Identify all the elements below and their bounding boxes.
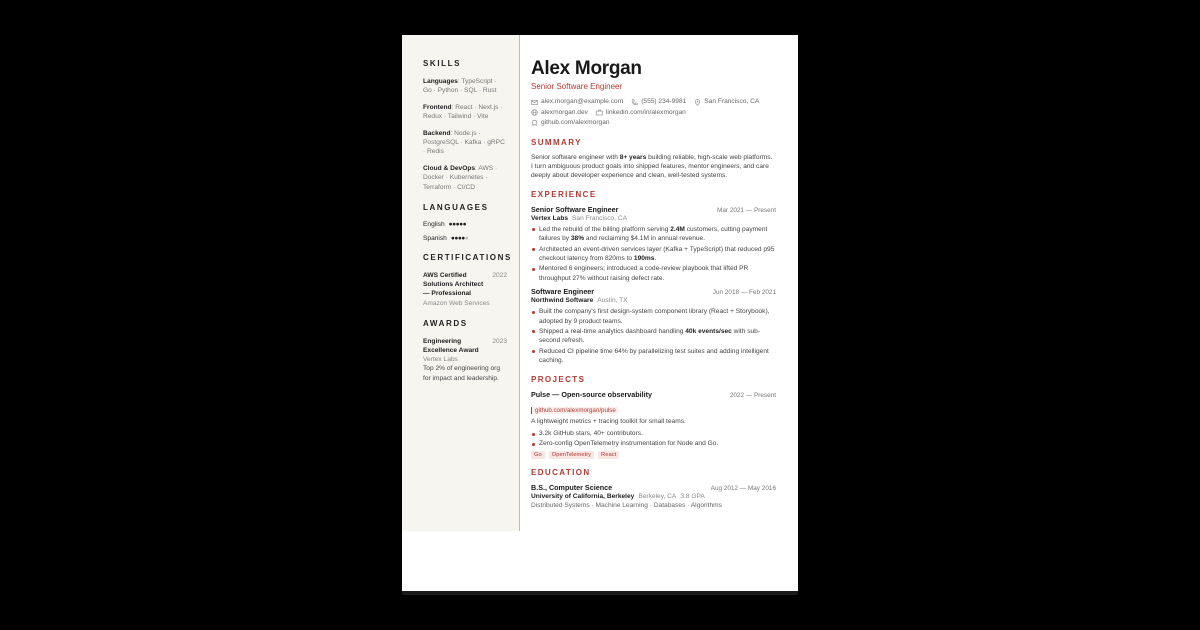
resume-main — [531, 57, 776, 509]
mail-icon — [531, 99, 538, 106]
code-repo-icon — [531, 120, 538, 127]
project-bullets — [531, 429, 776, 449]
job-date: Jun 2018 — Feb 2021 — [712, 289, 776, 297]
job-bullets — [531, 307, 776, 365]
skill-group-cloud: Cloud & DevOps: AWS · Docker · Kubernetes · Terraform · CI/CD — [423, 164, 498, 191]
tag: Go — [531, 451, 545, 459]
coursework: Distributed Systems · Machine Learning · Databases · Algorithms — [531, 501, 722, 509]
education-section — [531, 468, 776, 509]
job-title: Software Engineer — [531, 287, 595, 297]
degree: B.S., Computer Science — [531, 482, 613, 492]
contact-website[interactable]: alexmorgan.dev — [531, 108, 588, 119]
project-tags — [531, 451, 776, 459]
contact-github[interactable]: github.com/alexmorgan — [531, 118, 610, 129]
phone-icon — [631, 99, 638, 106]
contact-email[interactable]: alex.morgan@example.com — [531, 97, 623, 108]
dot-filled: ● — [448, 221, 453, 229]
list-item: Architected an event-driven services layer (Kafka + TypeScript) that reduced p95 checkout latency from 820ms to 190ms. — [531, 245, 776, 264]
list-item: Zero-config OpenTelemetry instrumentation for Node and Go. — [531, 439, 776, 448]
list-item: 3.2k GitHub stars, 40+ contributors. — [531, 429, 776, 438]
language-english: English ●●●●● — [423, 221, 467, 229]
dot-filled: ● — [462, 221, 467, 229]
list-item: Mentored 6 engineers; introduced a code-review playbook that lifted PR throughput 27% without raising defect rate. — [531, 264, 776, 283]
briefcase-icon — [596, 109, 603, 116]
dot-filled: ● — [461, 235, 465, 243]
dot-filled: ● — [454, 235, 458, 243]
contact-phone[interactable]: (555) 234-9981 — [631, 97, 686, 108]
summary-heading: SUMMARY — [531, 137, 582, 147]
dot-filled: ● — [455, 221, 460, 229]
dot-empty: ● — [464, 235, 469, 243]
project-link[interactable]: github.com/alexmorgan/pulse — [531, 407, 618, 414]
dot-filled: ● — [457, 235, 462, 243]
language-spanish: Spanish ●●●●● — [423, 235, 469, 243]
resume-page — [402, 35, 798, 595]
candidate-role: Senior Software Engineer — [531, 82, 623, 91]
awards-heading: AWARDS — [423, 318, 468, 328]
job-title: Senior Software Engineer — [531, 204, 619, 214]
candidate-name: Alex Morgan — [531, 58, 642, 79]
projects-heading: PROJECTS — [531, 374, 586, 384]
certification-item: AWS Certified Solutions Architect — Professional 2022 Amazon Web Services — [423, 272, 507, 307]
contact-linkedin[interactable]: linkedin.com/in/alexmorgan — [596, 108, 686, 119]
skills-heading: SKILLS — [423, 59, 462, 68]
summary-section — [531, 138, 776, 181]
list-item: Shipped a real-time analytics dashboard handling 40k events/sec with sub-second refresh. — [531, 327, 776, 346]
list-item: Built the company's first design-system component library (React + Storybook), adopted by 9 product teams. — [531, 307, 776, 326]
proficiency-dots — [451, 235, 468, 242]
job-bullets — [531, 225, 776, 283]
dot-filled: ● — [452, 221, 456, 229]
page-footer-strip — [402, 591, 798, 595]
job-date: Mar 2021 — Present — [717, 206, 776, 214]
job-entry — [531, 205, 776, 283]
summary-text: Senior software engineer with 8+ years building reliable, high-scale web platforms. I turn ambiguous product goals into shipped features, mentor engineers, and care deeply about developer experience and clean, well-tested systems. — [531, 153, 773, 180]
project-name: Pulse — Open-source observability — [531, 389, 653, 399]
award-item: Engineering Excellence Award 2023 Vertex Labs Top 2% of engineering org for impact and leadership. — [423, 337, 507, 382]
experience-section — [531, 190, 776, 366]
dot-filled: ● — [450, 235, 455, 243]
certifications-heading: CERTIFICATIONS — [423, 253, 512, 263]
job-company: Vertex Labs San Francisco, CA — [531, 214, 627, 222]
languages-heading: LANGUAGES — [423, 203, 489, 213]
skill-group-backend: Backend: Node.js · PostgreSQL · Kafka · gRPC · Redis — [423, 129, 505, 156]
job-company: Northwind Software Austin, TX — [531, 297, 628, 305]
dot-filled: ● — [459, 221, 463, 229]
skill-group-frontend: Frontend: React · Next.js · Redux · Tailwind · Vite — [423, 103, 503, 121]
experience-heading: EXPERIENCE — [531, 189, 597, 199]
proficiency-dots — [449, 221, 466, 228]
contact-location: San Francisco, CA — [694, 97, 759, 108]
globe-icon — [531, 109, 538, 116]
project-date: 2022 — Present — [729, 391, 776, 399]
projects-section — [531, 375, 776, 459]
school: University of California, Berkeley Berkeley, CA 3.8 GPA — [531, 492, 705, 500]
skill-group-languages: Languages: TypeScript · Go · Python · SQL · Rust — [423, 78, 497, 95]
tag: OpenTelemetry — [549, 451, 594, 459]
project-description: A lightweight metrics + tracing toolkit for small teams. — [531, 417, 686, 425]
tag: React — [598, 451, 619, 459]
education-heading: EDUCATION — [531, 467, 591, 477]
list-item: Led the rebuild of the billing platform serving 2.4M customers, cutting payment failures by 38% and reclaiming $4.1M in annual revenue. — [531, 225, 776, 244]
resume-sidebar — [402, 35, 520, 531]
education-date: Aug 2012 — May 2016 — [710, 484, 776, 492]
location-pin-icon — [694, 99, 701, 106]
contact-block — [531, 97, 776, 129]
list-item: Reduced CI pipeline time 64% by parallelizing test suites and adding intelligent caching. — [531, 347, 776, 366]
job-entry — [531, 287, 776, 365]
